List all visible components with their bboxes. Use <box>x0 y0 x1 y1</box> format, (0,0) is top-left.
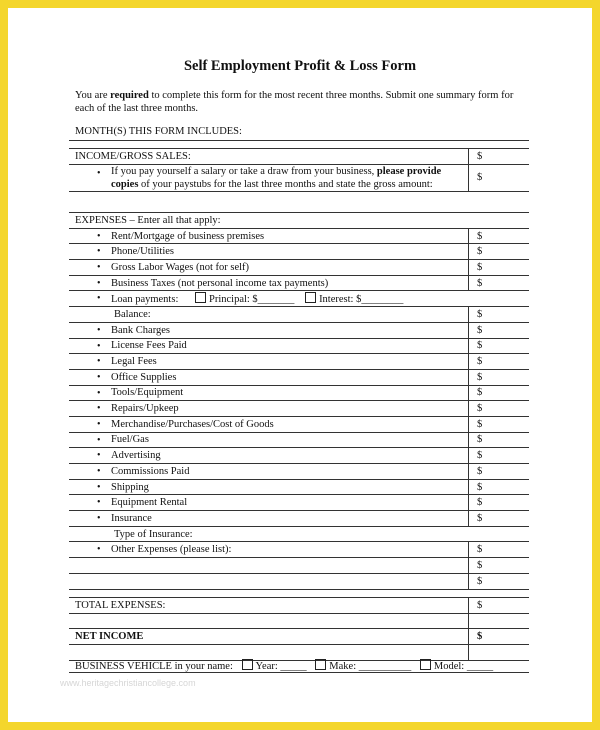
other-expense-line[interactable] <box>69 558 469 574</box>
expense-amount[interactable]: $ <box>469 479 530 495</box>
bullet-icon: • <box>97 262 101 274</box>
bullet-icon: • <box>97 356 101 368</box>
spacer-cell <box>469 645 530 661</box>
bullet-icon: • <box>97 324 101 336</box>
other-expense-line[interactable] <box>69 573 469 589</box>
expense-amount[interactable]: $ <box>469 244 530 260</box>
expense-amount[interactable]: $ <box>469 369 530 385</box>
bullet-icon: • <box>97 340 101 352</box>
make-checkbox[interactable] <box>315 659 326 670</box>
expense-label: Office Supplies <box>111 371 177 383</box>
type-of-insurance-label: Type of Insurance: <box>69 526 529 542</box>
salary-item <box>69 164 469 191</box>
expense-item <box>69 464 469 480</box>
expense-amount[interactable]: $ <box>469 416 530 432</box>
expense-label: Insurance <box>111 512 152 524</box>
expense-item <box>69 385 469 401</box>
expense-label: Commissions Paid <box>111 465 190 477</box>
intro-after: to complete this form for the most recent three months. Submit one summary form for each of the last three months. <box>75 90 514 114</box>
other-expenses-item <box>69 542 469 558</box>
principal-checkbox[interactable] <box>195 292 206 303</box>
salary-text-bold: please provide copies <box>111 165 442 190</box>
salary-text-after: of your paystubs for the last three months and state the gross amount: <box>138 178 433 190</box>
bullet-icon: • <box>97 167 101 179</box>
bullet-icon: • <box>97 246 101 258</box>
loan-label: Loan payments: <box>111 293 179 305</box>
expense-amount[interactable]: $ <box>469 464 530 480</box>
expense-label: Bank Charges <box>111 324 171 336</box>
expense-amount[interactable]: $ <box>469 260 530 276</box>
expense-label: Tools/Equipment <box>111 387 184 399</box>
bullet-icon: • <box>97 513 101 525</box>
expense-label: Shipping <box>111 481 149 493</box>
bullet-icon: • <box>97 434 101 446</box>
principal-field[interactable]: Principal: $_______ <box>208 293 295 305</box>
bullet-icon: • <box>97 418 101 430</box>
expense-item <box>69 495 469 511</box>
expense-amount[interactable]: $ <box>469 448 530 464</box>
expense-amount[interactable]: $ <box>469 275 530 291</box>
expense-item <box>69 416 469 432</box>
business-vehicle-row <box>75 659 535 672</box>
month-label: MONTH(S) THIS FORM INCLUDES: <box>75 126 242 137</box>
bullet-icon: • <box>97 277 101 289</box>
bullet-icon: • <box>97 230 101 242</box>
expense-label: Advertising <box>111 450 161 462</box>
form-title: Self Employment Profit & Loss Form <box>183 58 417 74</box>
expenses-header: EXPENSES – Enter all that apply: <box>69 213 529 229</box>
expense-item <box>69 275 469 291</box>
vehicle-line <box>69 672 529 673</box>
year-checkbox[interactable] <box>242 659 253 670</box>
expense-amount[interactable]: $ <box>469 432 530 448</box>
balance-label: Balance: <box>69 307 469 323</box>
bullet-icon: • <box>97 450 101 462</box>
expense-item <box>69 338 469 354</box>
expense-amount[interactable]: $ <box>469 511 530 527</box>
bullet-icon: • <box>97 481 101 493</box>
expense-label: Business Taxes (not personal income tax payments) <box>111 277 329 289</box>
net-income-label: NET INCOME <box>69 629 469 645</box>
expense-label: Fuel/Gas <box>111 434 149 446</box>
salary-text-before: If you pay yourself a salary or take a draw from your business, <box>111 165 377 177</box>
spacer-row <box>69 645 469 661</box>
income-amount[interactable]: $ <box>469 149 530 165</box>
expense-item <box>69 401 469 417</box>
net-income-amount[interactable]: $ <box>469 629 530 645</box>
expense-item <box>69 448 469 464</box>
expense-item <box>69 511 469 527</box>
salary-amount[interactable]: $ <box>469 164 530 191</box>
total-expenses-label: TOTAL EXPENSES: <box>69 598 469 614</box>
income-table <box>69 148 529 192</box>
expense-item <box>69 322 469 338</box>
bullet-icon: • <box>97 497 101 509</box>
intro-required: required <box>110 90 149 101</box>
interest-checkbox[interactable] <box>305 292 316 303</box>
bullet-icon: • <box>97 371 101 383</box>
expense-item <box>69 260 469 276</box>
expense-item <box>69 244 469 260</box>
spacer-row <box>69 613 469 629</box>
expense-label: Phone/Utilities <box>111 246 174 258</box>
month-line[interactable] <box>69 140 529 141</box>
expense-item <box>69 369 469 385</box>
loan-payments-row <box>69 291 529 307</box>
expense-label: License Fees Paid <box>111 340 187 352</box>
bullet-icon: • <box>97 387 101 399</box>
total-expenses-amount[interactable]: $ <box>469 598 530 614</box>
expense-label: Equipment Rental <box>111 497 188 509</box>
interest-field[interactable]: Interest: $________ <box>319 293 404 305</box>
expense-amount[interactable]: $ <box>469 495 530 511</box>
expense-label: Merchandise/Purchases/Cost of Goods <box>111 418 274 430</box>
bullet-icon: • <box>97 544 101 556</box>
other-amount[interactable]: $ <box>469 558 530 574</box>
expense-label: Repairs/Upkeep <box>111 403 179 415</box>
expenses-table <box>69 212 529 590</box>
expense-item <box>69 479 469 495</box>
expense-item <box>69 432 469 448</box>
bullet-icon: • <box>97 293 101 305</box>
expense-amount[interactable]: $ <box>469 228 530 244</box>
expense-item <box>69 354 469 370</box>
model-field[interactable]: Model: _____ <box>433 661 494 672</box>
watermark: www.heritagechristiancollege.com <box>60 678 196 688</box>
totals-table <box>69 597 529 661</box>
other-amount[interactable]: $ <box>469 573 530 589</box>
income-header: INCOME/GROSS SALES: <box>69 149 469 165</box>
expense-label: Rent/Mortgage of business premises <box>111 230 265 242</box>
intro-text <box>75 89 525 115</box>
make-field[interactable]: Make: __________ <box>329 661 412 672</box>
bullet-icon: • <box>97 403 101 415</box>
expense-item <box>69 228 469 244</box>
intro-before: You are <box>75 90 111 101</box>
expense-amount[interactable]: $ <box>469 401 530 417</box>
expense-amount[interactable]: $ <box>469 322 530 338</box>
bullet-icon: • <box>97 466 101 477</box>
expense-label: Gross Labor Wages (not for self) <box>111 261 250 273</box>
form-page <box>8 8 592 722</box>
model-checkbox[interactable] <box>420 659 431 670</box>
balance-amount[interactable]: $ <box>469 307 530 323</box>
expense-amount[interactable]: $ <box>469 338 530 354</box>
expense-amount[interactable]: $ <box>469 354 530 370</box>
spacer-cell <box>469 613 530 629</box>
vehicle-label: BUSINESS VEHICLE in your name: <box>75 661 233 672</box>
other-amount[interactable]: $ <box>469 542 530 558</box>
expense-label: Legal Fees <box>111 356 157 368</box>
other-expenses-label: Other Expenses (please list): <box>111 544 232 556</box>
expense-amount[interactable]: $ <box>469 385 530 401</box>
year-field[interactable]: Year: _____ <box>255 661 307 672</box>
